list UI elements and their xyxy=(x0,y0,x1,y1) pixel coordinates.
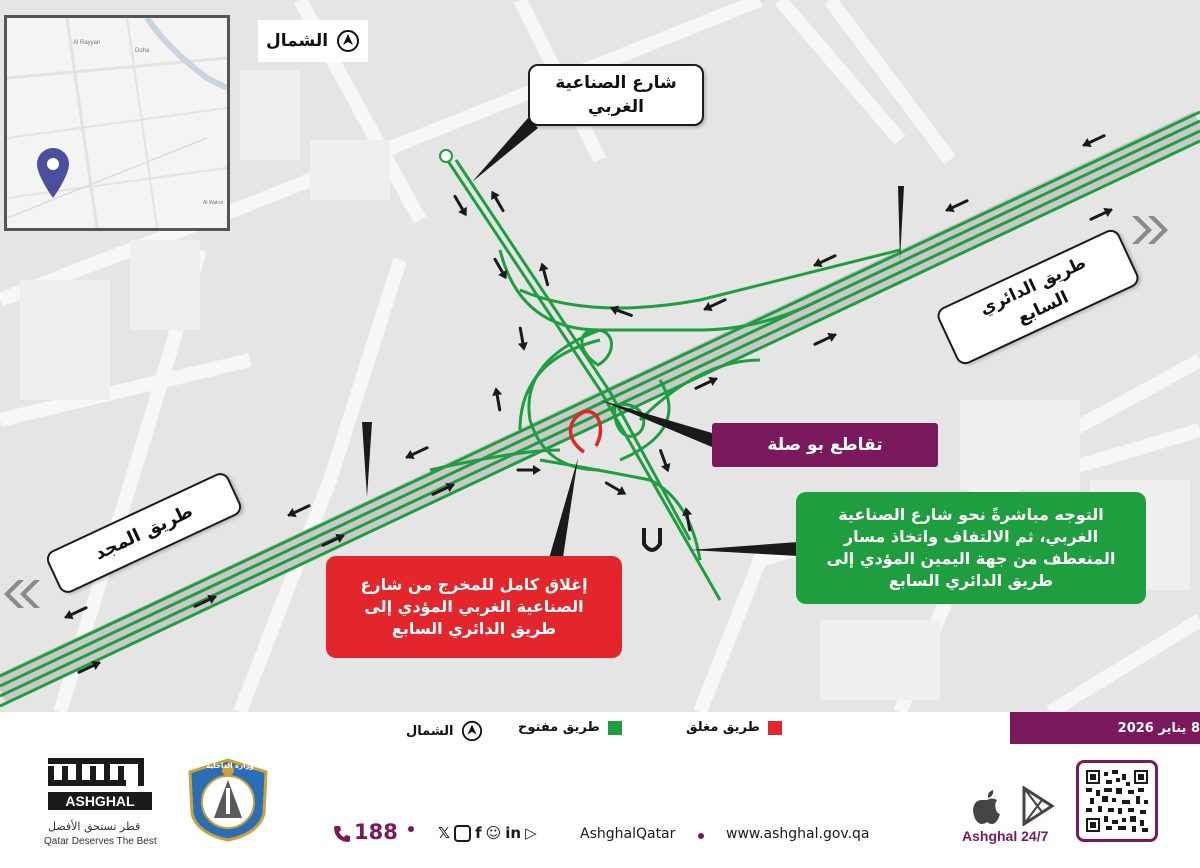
legend-open-road xyxy=(518,720,622,735)
inset-place-label: Al Wakra xyxy=(203,200,224,206)
ring-road-text: طريق الدائري السابع xyxy=(976,252,1090,329)
north-label: الشمال xyxy=(265,31,329,51)
x-icon[interactable]: 𝕏 xyxy=(438,824,451,842)
legend-north-label: الشمال xyxy=(406,723,454,739)
qr-code[interactable] xyxy=(1076,760,1158,842)
snapchat-icon[interactable]: ☺ xyxy=(485,824,502,842)
google-play-icon[interactable] xyxy=(1020,786,1056,826)
road-end-marker xyxy=(440,150,452,162)
date-banner xyxy=(1010,712,1200,744)
legend-open-road-label: طريق مفتوح xyxy=(518,720,600,735)
social-handle[interactable]: AshghalQatar xyxy=(580,826,676,842)
facebook-icon[interactable]: f xyxy=(475,824,482,842)
closure-notice-text: إغلاق كامل للمخرج من شارع الصناعية الغربي المؤدي إلى طريق الدائري السابع xyxy=(360,575,588,638)
closure-notice xyxy=(326,556,622,658)
logo-tagline-en: Qatar Deserves The Best xyxy=(44,836,157,847)
app-name: Ashghal 24/7 xyxy=(962,828,1049,844)
phone-icon xyxy=(332,824,352,844)
ministry-seal-text: وزارة الداخلية xyxy=(206,762,254,770)
ministry-seal-icon xyxy=(186,758,270,842)
legend-north xyxy=(406,720,483,742)
inset-place-label: Al Rayyan xyxy=(73,40,101,46)
instagram-icon[interactable] xyxy=(454,825,471,842)
north-indicator xyxy=(258,20,368,62)
youtube-icon[interactable]: ▷ xyxy=(525,824,537,842)
industrial-street-label xyxy=(528,64,704,126)
apple-store-icon[interactable] xyxy=(970,788,1004,826)
interchange-text: تقاطع بو صلة xyxy=(767,435,883,455)
diversion-notice xyxy=(796,492,1146,604)
inset-place-label: Doha xyxy=(135,48,150,54)
linkedin-icon[interactable]: in xyxy=(505,824,522,842)
diversion-notice-text: التوجه مباشرةً نحو شارع الصناعية الغربي، ثم الالتفاف واتخاذ مسار المنعطف من جهة اليمين المؤدي إلى طريق الدائري السابع xyxy=(826,505,1116,590)
legend-closed-road xyxy=(686,720,782,735)
social-icons xyxy=(438,824,537,842)
ministry-seal xyxy=(186,758,270,842)
date-text: 8 يناير 2026 xyxy=(1117,720,1200,736)
industrial-street-text: شارع الصناعية الغربي xyxy=(555,73,677,117)
logo-tagline-ar: قطر تستحق الأفضل xyxy=(48,820,141,833)
location-pin-icon xyxy=(35,146,71,198)
svg-text:ASHGHAL: ASHGHAL xyxy=(65,793,135,809)
separator-dot xyxy=(698,833,704,839)
majd-road-text: طريق المجد xyxy=(91,500,197,565)
separator-dot xyxy=(408,826,414,832)
compass-arrow-icon xyxy=(336,29,360,53)
interchange-label xyxy=(712,423,938,467)
hotline-number[interactable]: 188 xyxy=(354,820,398,844)
compass-arrow-icon xyxy=(461,720,483,742)
qr-code-icon xyxy=(1086,770,1148,832)
legend-closed-road-label: طريق مغلق xyxy=(686,720,760,735)
ashghal-logo-icon xyxy=(44,756,156,816)
website-link[interactable]: www.ashghal.gov.qa xyxy=(726,826,870,842)
closed-road-swatch xyxy=(768,721,782,735)
locator-inset-map xyxy=(4,15,230,231)
open-road-swatch xyxy=(608,721,622,735)
